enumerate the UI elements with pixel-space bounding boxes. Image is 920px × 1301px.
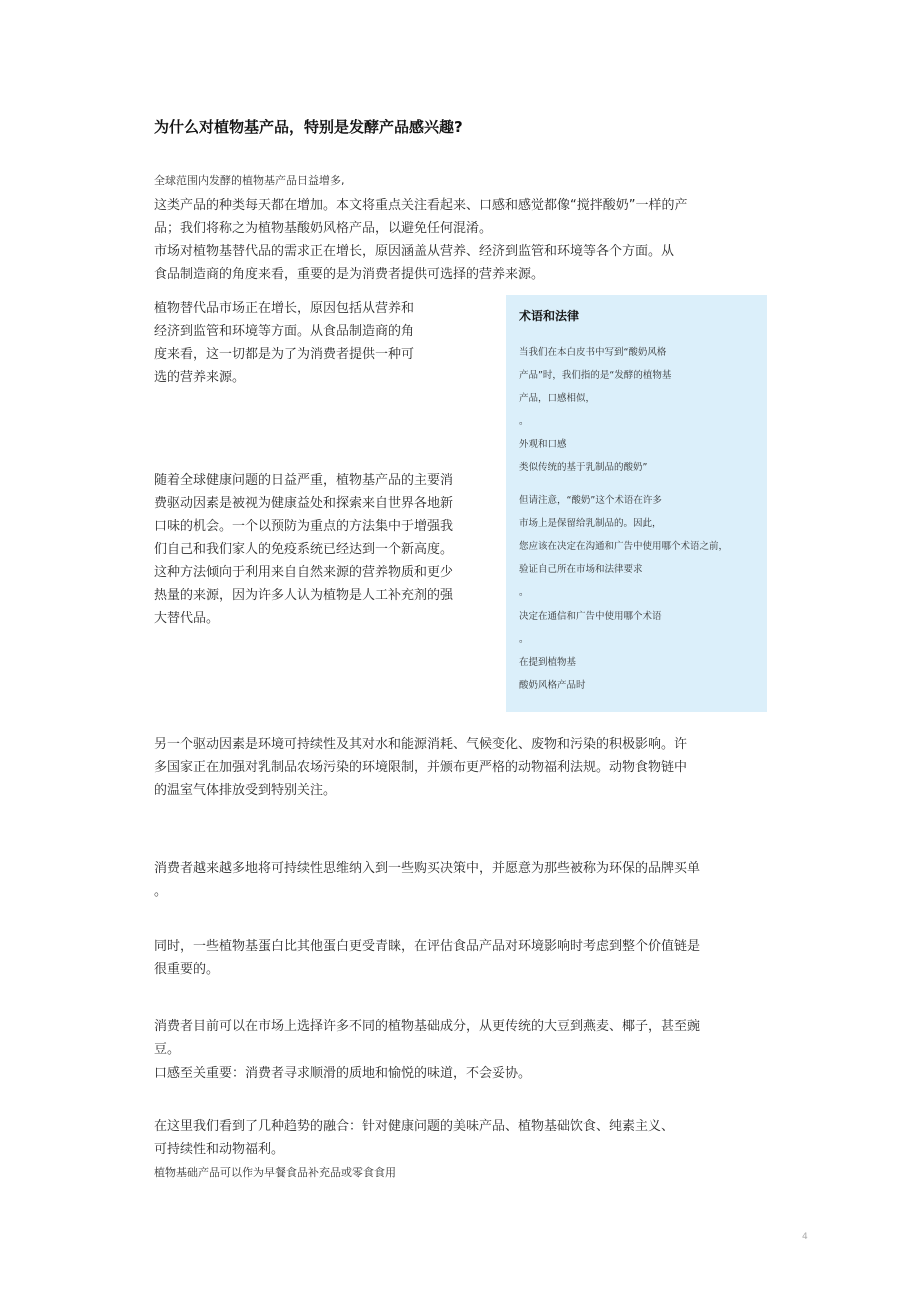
sidebar-title: 术语和法律 bbox=[519, 309, 580, 323]
text-line: 。 bbox=[154, 884, 168, 899]
text-line: 这种方法倾向于利用来自自然来源的营养物质和更少 bbox=[154, 565, 454, 580]
sidebar-line: 类似传统的基于乳制品的酸奶” bbox=[519, 462, 648, 473]
text-line: 费驱动因素是被视为健康益处和探索来自世界各地新 bbox=[154, 496, 454, 511]
consumer-paragraph bbox=[154, 857, 700, 903]
sidebar-line: 当我们在本白皮书中写到“酸奶风格 bbox=[519, 347, 667, 358]
sidebar-line: 市场上是保留给乳制品的。因此， bbox=[519, 518, 662, 529]
text-line: 口味的机会。一个以预防为重点的方法集中于增强我 bbox=[154, 519, 454, 534]
sidebar-line: 。 bbox=[519, 587, 529, 598]
text-line: 豆。 bbox=[154, 1042, 181, 1057]
intro-lead: 全球范围内发酵的植物基产品日益增多, bbox=[154, 174, 345, 187]
trends-paragraph bbox=[154, 1115, 674, 1161]
sidebar-line: 酸奶风格产品时 bbox=[519, 680, 586, 691]
text-line: 植物替代品市场正在增长，原因包括从营养和 bbox=[154, 301, 415, 316]
sidebar-line: 验证自己所在市场和法律要求 bbox=[519, 564, 643, 575]
text-line: 经济到监管和环境等方面。从食品制造商的角 bbox=[154, 324, 415, 339]
text-line: 品；我们将称之为植物基酸奶风格产品，以避免任何混淆。 bbox=[154, 221, 493, 236]
text-line: 同时，一些植物基蛋白比其他蛋白更受青睐，在评估食品产品对环境影响时考虑到整个价值链是 bbox=[154, 939, 701, 954]
text-line: 热量的来源，因为许多人认为植物是人工补充剂的强 bbox=[154, 588, 454, 603]
sidebar-line: 决定在通信和广告中使用哪个术语 bbox=[519, 611, 662, 622]
sidebar-line: 。 bbox=[519, 416, 529, 427]
left-column-block-2 bbox=[154, 469, 453, 630]
text-line: 可持续性和动物福利。 bbox=[154, 1142, 285, 1157]
text-line: 在这里我们看到了几种趋势的融合：针对健康问题的美味产品、植物基础饮食、纯素主义、 bbox=[154, 1119, 675, 1134]
sidebar-line: 在提到植物基 bbox=[519, 657, 577, 668]
sidebar-line: 产品”时，我们指的是“发酵的植物基 bbox=[519, 370, 672, 381]
text-line: 选的营养来源。 bbox=[154, 370, 246, 385]
intro-paragraph-2 bbox=[154, 240, 674, 286]
text-line: 食品制造商的角度来看，重要的是为消费者提供可选择的营养来源。 bbox=[154, 267, 545, 282]
sidebar-line: 您应该在决定在沟通和广告中使用哪个术语之前， bbox=[519, 541, 729, 552]
text-line: 消费者越来越多地将可持续性思维纳入到一些购买决策中，并愿意为那些被称为环保的品牌买单 bbox=[154, 861, 701, 876]
text-line: 大替代品。 bbox=[154, 611, 220, 626]
page-title: 为什么对植物基产品，特别是发酵产品感兴趣? bbox=[154, 118, 463, 136]
protein-paragraph bbox=[154, 935, 700, 981]
text-line: 的温室气体排放受到特别关注。 bbox=[154, 783, 337, 798]
ingredients-paragraph bbox=[154, 1015, 700, 1061]
text-line: 市场对植物基替代品的需求正在增长，原因涵盖从营养、经济到监管和环境等各个方面。从 bbox=[154, 244, 675, 259]
sidebar-line: 产品，口感相似， bbox=[519, 393, 596, 404]
intro-paragraph-1 bbox=[154, 194, 687, 240]
sidebar-line: 。 bbox=[519, 634, 529, 645]
terminology-sidebar bbox=[506, 295, 767, 712]
environment-paragraph bbox=[154, 733, 687, 802]
text-line: 度来看，这一切都是为了为消费者提供一种可 bbox=[154, 347, 415, 362]
closing-note: 植物基础产品可以作为早餐食品补充品或零食食用 bbox=[154, 1166, 396, 1179]
text-line: 很重要的。 bbox=[154, 962, 220, 977]
taste-paragraph: 口感至关重要：消费者寻求顺滑的质地和愉悦的味道，不会妥协。 bbox=[154, 1066, 532, 1081]
text-line: 们自己和我们家人的免疫系统已经达到一个新高度。 bbox=[154, 542, 454, 557]
text-line: 消费者目前可以在市场上选择许多不同的植物基础成分，从更传统的大豆到燕麦、椰子，甚至豌 bbox=[154, 1019, 701, 1034]
text-line: 这类产品的种类每天都在增加。本文将重点关注看起来、口感和感觉都像“搅拌酸奶”一样的产 bbox=[154, 198, 688, 213]
left-column-block-1 bbox=[154, 297, 414, 389]
text-line: 多国家正在加强对乳制品农场污染的环境限制，并颁布更严格的动物福利法规。动物食物链中 bbox=[154, 760, 688, 775]
page-number: 4 bbox=[802, 1232, 808, 1242]
sidebar-line: 但请注意，“酸奶”这个术语在许多 bbox=[519, 495, 662, 506]
text-line: 随着全球健康问题的日益严重，植物基产品的主要消 bbox=[154, 473, 454, 488]
text-line: 另一个驱动因素是环境可持续性及其对水和能源消耗、气候变化、废物和污染的积极影响。许 bbox=[154, 737, 688, 752]
sidebar-line: 外观和口感 bbox=[519, 439, 567, 450]
